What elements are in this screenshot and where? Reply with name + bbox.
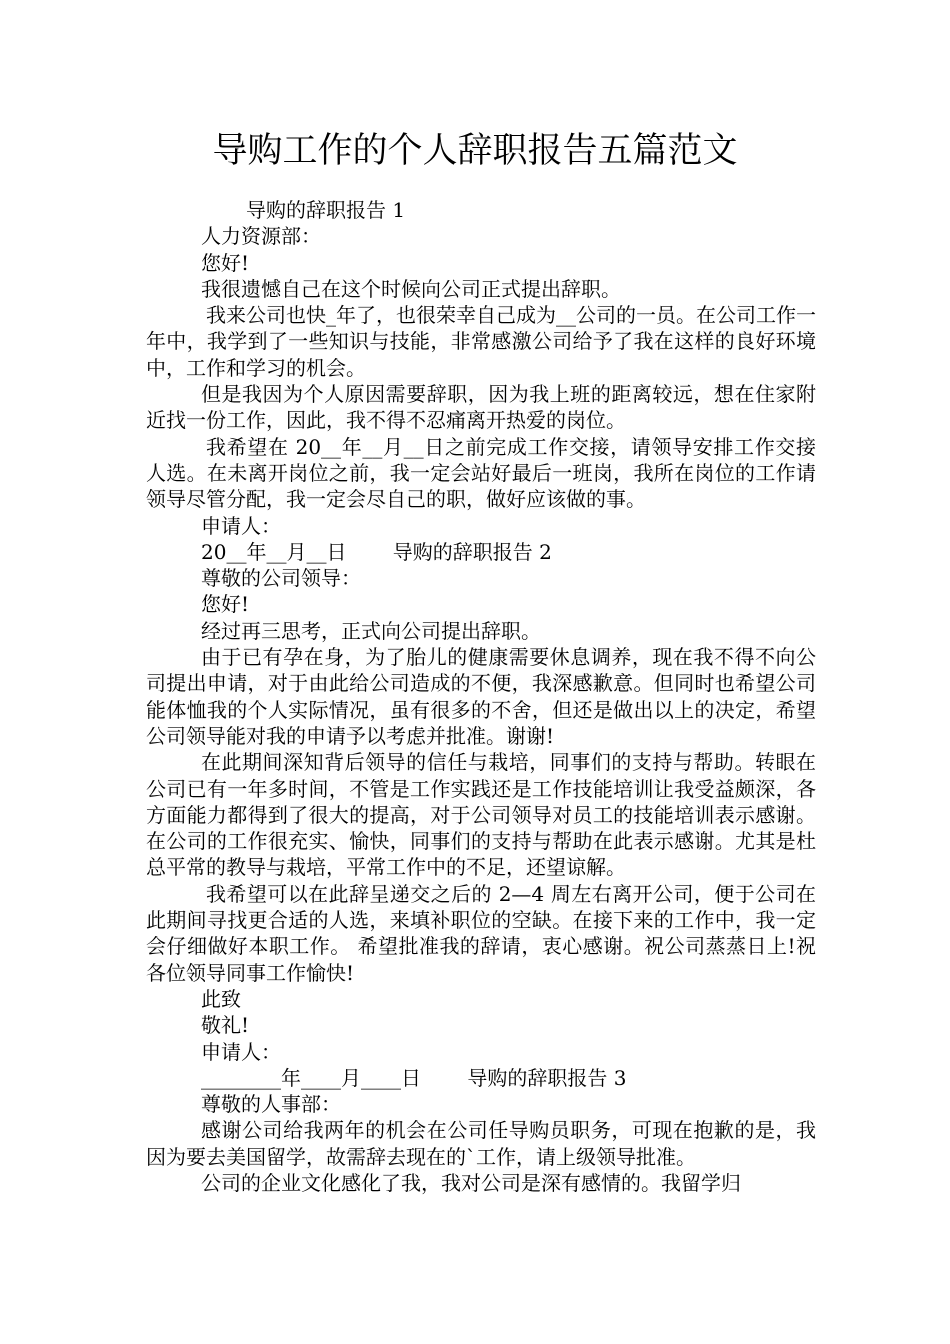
paragraph: 我很遗憾自己在这个时候向公司正式提出辞职。 [201,276,621,301]
paragraph: 在此期间深知背后领导的信任与栽培，同事们的支持与帮助。转眼在公司已有一年多时间，不管是工作实践还是工作技能培训让我受益颇深，各方面能力都得到了很大的提高，对于公司领导对员工的技能培训表示感谢。在公司的工作很充实、愉快，同事们的支持与帮助在此表示感谢。尤其是杜总平常的教导与栽培，平常工作中的不足，还望谅解。 [146,750,816,880]
document-title: 导购工作的个人辞职报告五篇范文 [212,131,738,171]
paragraph: 您好! [201,592,250,617]
paragraph: 您好! [201,250,250,275]
paragraph: 导购的辞职报告 1 [246,198,406,222]
paragraph: 我希望在 20__年__月__日之前完成工作交接，请领导安排工作交接人选。在未离开岗位之前，我一定会站好最后一班岗，我所在岗位的工作请领导尽管分配，我一定会尽自己的职，做好应该做的事。 [146,434,816,512]
paragraph: 公司的企业文化感化了我，我对公司是深有感情的。我留学归 [201,1170,741,1195]
paragraph: 由于已有孕在身，为了胎儿的健康需要休息调养，现在我不得不向公司提出申请，对于由此给公司造成的不便，我深感歉意。但同时也希望公司能体恤我的个人实际情况，虽有很多的不舍，但还是做出以上的决定，希望公司领导能对我的申请予以考虑并批准。谢谢! [146,645,816,748]
paragraph: 尊敬的公司领导： [201,566,361,591]
paragraph: 尊敬的人事部： [201,1092,341,1117]
paragraph: 但是我因为个人原因需要辞职，因为我上班的距离较远，想在住家附近找一份工作，因此，我不得不忍痛离开热爱的岗位。 [146,382,816,433]
paragraph: 敬礼! [201,1013,250,1038]
paragraph: 此致 [201,986,241,1011]
paragraph: 我希望可以在此辞呈递交之后的 2—4 周左右离开公司，便于公司在此期间寻找更合适的人选，来填补职位的空缺。在接下来的工作中，我一定会仔细做好本职工作。 希望批准我的辞请，衷心感谢。祝公司蒸蒸日上!祝各位领导同事工作愉快! [146,881,816,985]
paragraph: 20__年__月__日 导购的辞职报告 2 [201,539,552,564]
document-body [146,197,816,1196]
paragraph: 申请人： [201,1039,281,1064]
paragraph: 人力资源部： [201,224,321,249]
paragraph: 我来公司也快_年了，也很荣幸自己成为__公司的一员。在公司工作一年中，我学到了一些知识与技能，非常感激公司给予了我在这样的良好环境中，工作和学习的机会。 [146,303,816,380]
paragraph: 申请人： [201,513,281,538]
paragraph: 经过再三思考，正式向公司提出辞职。 [201,618,541,643]
paragraph: 感谢公司给我两年的机会在公司任导购员职务，可现在抱歉的是，我因为要去美国留学，故需辞去现在的`工作，请上级领导批准。 [146,1118,816,1169]
paragraph: ________年____月____日 导购的辞职报告 3 [201,1065,627,1090]
